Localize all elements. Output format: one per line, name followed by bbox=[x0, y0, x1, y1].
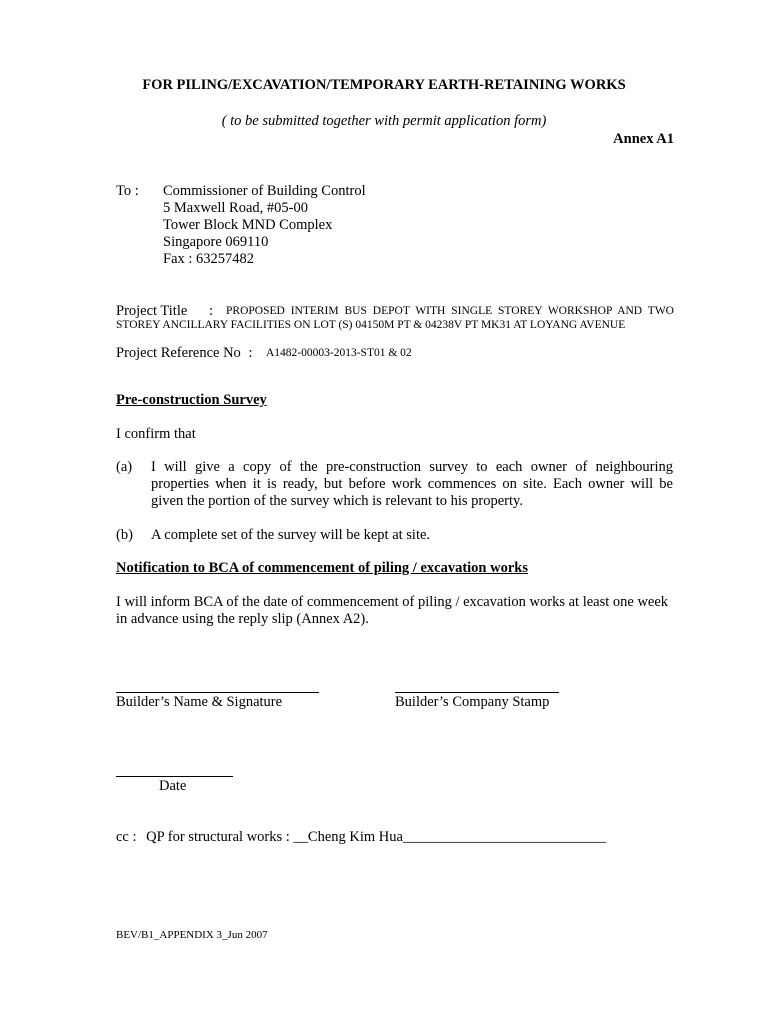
notification-text: I will inform BCA of the date of commencement of piling / excavation works at least one week in advance using the reply slip (Annex A2). bbox=[116, 594, 669, 627]
project-reference-label-text: Project Reference No bbox=[116, 345, 241, 361]
project-reference-label bbox=[116, 345, 252, 362]
annex-label: Annex A1 bbox=[613, 131, 674, 147]
item-marker: (b) bbox=[116, 527, 133, 543]
address-line: Tower Block MND Complex bbox=[163, 217, 333, 233]
project-title-sep: : bbox=[208, 303, 213, 319]
project-reference-sep: : bbox=[248, 345, 253, 361]
date-line bbox=[116, 776, 233, 777]
cc-text: QP for structural works : bbox=[146, 829, 290, 845]
address-line: 5 Maxwell Road, #05-00 bbox=[163, 200, 308, 216]
item-marker: (a) bbox=[116, 459, 133, 475]
item-text: A complete set of the survey will be kept at site. bbox=[151, 527, 431, 543]
cc-qp-name: __Cheng Kim Hua____________________________ bbox=[293, 829, 606, 845]
survey-intro: I confirm that bbox=[116, 426, 196, 442]
project-title-label bbox=[116, 303, 213, 320]
project-title-line1: PROPOSED INTERIM BUS DEPOT WITH SINGLE STOREY WORKSHOP AND TWO bbox=[226, 305, 674, 317]
builder-signature-line bbox=[116, 692, 319, 693]
project-title-label-text: Project Title bbox=[116, 303, 188, 319]
cc-line bbox=[116, 829, 606, 846]
cc-label: cc : bbox=[116, 829, 137, 845]
address-line: Fax : 63257482 bbox=[163, 251, 255, 267]
survey-heading: Pre-construction Survey bbox=[116, 392, 267, 408]
document-subtitle: ( to be submitted together with permit application form) bbox=[221, 113, 547, 129]
item-text: I will give a copy of the pre-construction survey to each owner of neighbouring properties when it is ready, but before work commences on site. Each owner will be given the portion of the survey which is relevant to his property. bbox=[151, 459, 673, 509]
document-title: FOR PILING/EXCAVATION/TEMPORARY EARTH-RETAINING WORKS bbox=[142, 77, 626, 93]
address-line: Singapore 069110 bbox=[163, 234, 269, 250]
company-stamp-line bbox=[395, 692, 559, 693]
address-line: Commissioner of Building Control bbox=[163, 183, 366, 199]
to-label: To : bbox=[116, 183, 139, 199]
project-reference-value: A1482-00003-2013-ST01 & 02 bbox=[266, 347, 412, 359]
builder-name-label: Builder’s Name & Signature bbox=[116, 694, 283, 710]
notification-heading: Notification to BCA of commencement of piling / excavation works bbox=[116, 560, 528, 576]
footer-code: BEV/B1_APPENDIX 3_Jun 2007 bbox=[116, 929, 268, 941]
project-title-line2: STOREY ANCILLARY FACILITIES ON LOT (S) 04150M PT & 04238V PT MK31 AT LOYANG AVENUE bbox=[116, 319, 626, 331]
company-stamp-label: Builder’s Company Stamp bbox=[395, 694, 550, 710]
date-label: Date bbox=[159, 778, 187, 794]
